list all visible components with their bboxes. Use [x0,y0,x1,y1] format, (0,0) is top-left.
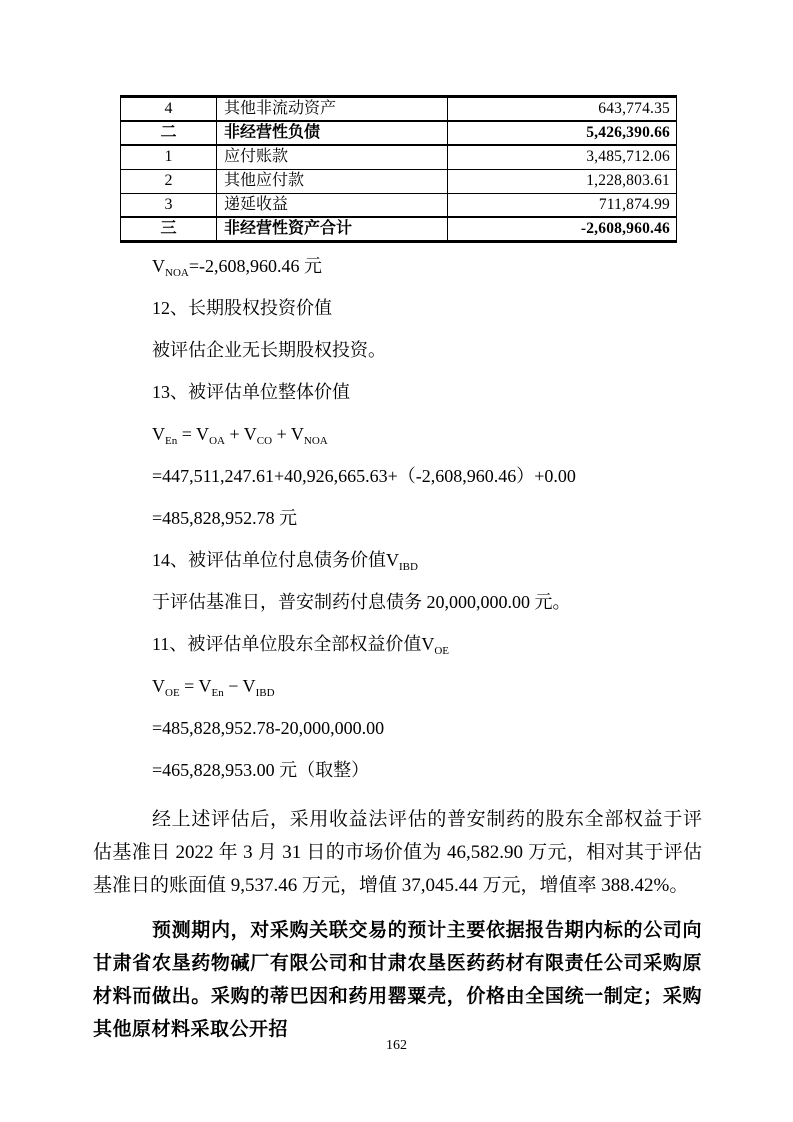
table-row [121,97,677,122]
section-12-title: 12、长期股权投资价值 [152,298,332,318]
table-row [121,169,677,193]
formula-ven: $V_{En} = V_{OA} + V_{CO} + V_{NOA}$ [152,424,328,447]
formula-voe-result: =465,828,953.00 元（取整） [152,760,370,780]
table-row [121,193,677,217]
cell-amount: 3,485,712.06 [448,145,677,169]
formula-ven-calc: =447,511,247.61+40,926,665.63+（-2,608,960.46）+0.00 [152,466,576,486]
section-11-title: 11、被评估单位股东全部权益价值$V_{OE}$ [152,634,450,657]
formula-voe: $V_{OE} = V_{En} - V_{IBD}$ [152,676,275,699]
cell-amount: 1,228,803.61 [448,169,677,193]
formula-voe-calc: =485,828,952.78-20,000,000.00 [152,718,385,738]
cell-row-no: 1 [121,145,217,169]
summary-paragraph: 经上述评估后，采用收益法评估的普安制药的股东全部权益于评估基准日 2022 年 3 月 31 日的市场价值为 46,582.90 万元，相对其于评估基准日的账面值 9,537.46 万元，增值 37,045.44 万元，增值率 388.42%。 [93,809,702,896]
cell-item-name: 应付账款 [217,145,448,169]
section-13-title: 13、被评估单位整体价值 [152,382,350,402]
cell-row-no: 4 [121,97,217,122]
formula-vnoa-result: $V_{NOA}=-2,608,960.46$ 元 [152,256,322,279]
formula-ven-result: =485,828,952.78 元 [152,508,298,528]
cell-item-name: 非经营性负债 [217,121,448,145]
section-14-text: 于评估基准日，普安制药付息债务 20,000,000.00 元。 [152,592,571,612]
cell-row-no: 2 [121,169,217,193]
cell-amount: 5,426,390.66 [448,121,677,145]
non-operating-items-table [120,95,677,243]
cell-item-name: 其他应付款 [217,169,448,193]
cell-amount: 643,774.35 [448,97,677,122]
cell-row-no: 3 [121,193,217,217]
page-number: 162 [386,1038,407,1053]
cell-row-no: 二 [121,121,217,145]
table-row-subtotal [121,121,677,145]
table-row-total [121,217,677,242]
cell-item-name: 非经营性资产合计 [217,217,448,242]
section-14-title: 14、被评估单位付息债务价值$V_{IBD}$ [152,550,418,573]
table-row [121,145,677,169]
cell-row-no: 三 [121,217,217,242]
cell-item-name: 递延收益 [217,193,448,217]
cell-amount: -2,608,960.46 [448,217,677,242]
section-12-text: 被评估企业无长期股权投资。 [152,340,386,360]
cell-item-name: 其他非流动资产 [217,97,448,122]
cell-amount: 711,874.99 [448,193,677,217]
forecast-paragraph: 预测期内，对采购关联交易的预计主要依据报告期内标的公司向甘肃省农垦药物碱厂有限公司和甘肃农垦医药药材有限责任公司采购原材料而做出。采购的蒂巴因和药用罂粟壳，价格由全国统一制定；采购其他原材料采取公开招 [93,920,702,1040]
